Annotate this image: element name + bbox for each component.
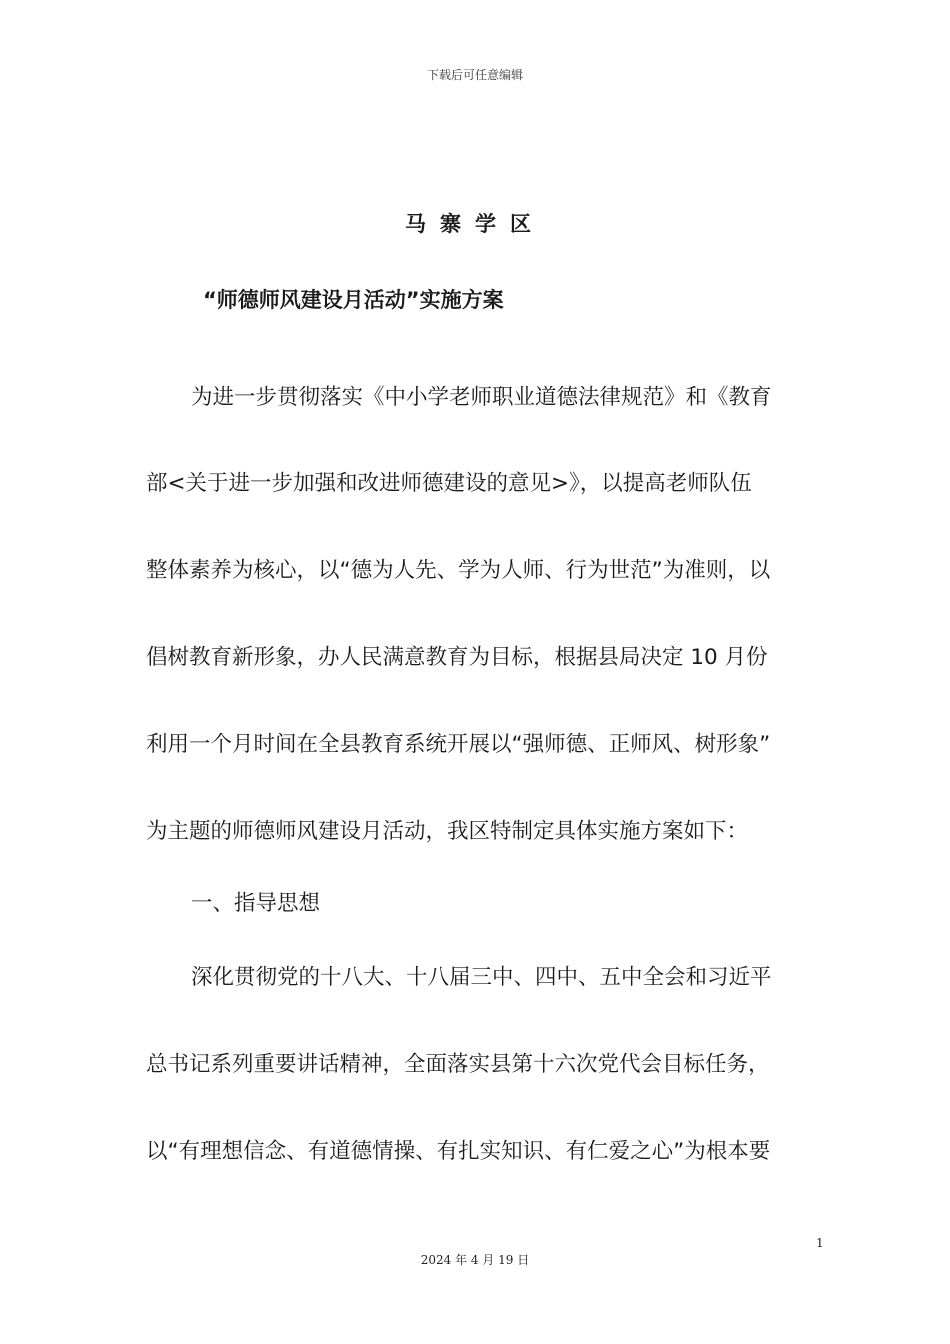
body-line-4: 倡树教育新形象，办人民满意教育为目标，根据县局决定 10 月份 <box>146 645 768 670</box>
body-line-8: 深化贯彻党的十八大、十八届三中、四中、五中全会和习近平 <box>191 965 772 990</box>
body-line-5: 利用一个月时间在全县教育系统开展以“强师德、正师风、树形象” <box>146 732 771 757</box>
body-line-3: 整体素养为核心，以“德为人先、学为人师、行为世范”为准则，以 <box>146 558 771 583</box>
page-header-note: 下载后可任意编辑 <box>426 68 523 82</box>
body-line-6: 为主题的师德师风建设月活动，我区特制定具体实施方案如下： <box>146 819 749 844</box>
section-heading-guiding-thought: 一、指导思想 <box>191 891 321 916</box>
body-line-10: 以“有理想信念、有道德情操、有扎实知识、有仁爱之心”为根本要 <box>146 1139 771 1164</box>
page-number: 1 <box>816 1236 824 1250</box>
footer-date: 2024 年 4 月 19 日 <box>420 1253 530 1267</box>
body-line-1: 为进一步贯彻落实《中小学老师职业道德法律规范》和《教育 <box>191 385 772 410</box>
body-line-9: 总书记系列重要讲话精神，全面落实县第十六次党代会目标任务， <box>146 1052 770 1077</box>
document-subtitle: “师德师风建设月活动”实施方案 <box>203 288 504 312</box>
body-line-2: 部<关于进一步加强和改进师德建设的意见>》，以提高老师队伍 <box>146 471 752 496</box>
document-title: 马寨学区 <box>405 212 545 236</box>
